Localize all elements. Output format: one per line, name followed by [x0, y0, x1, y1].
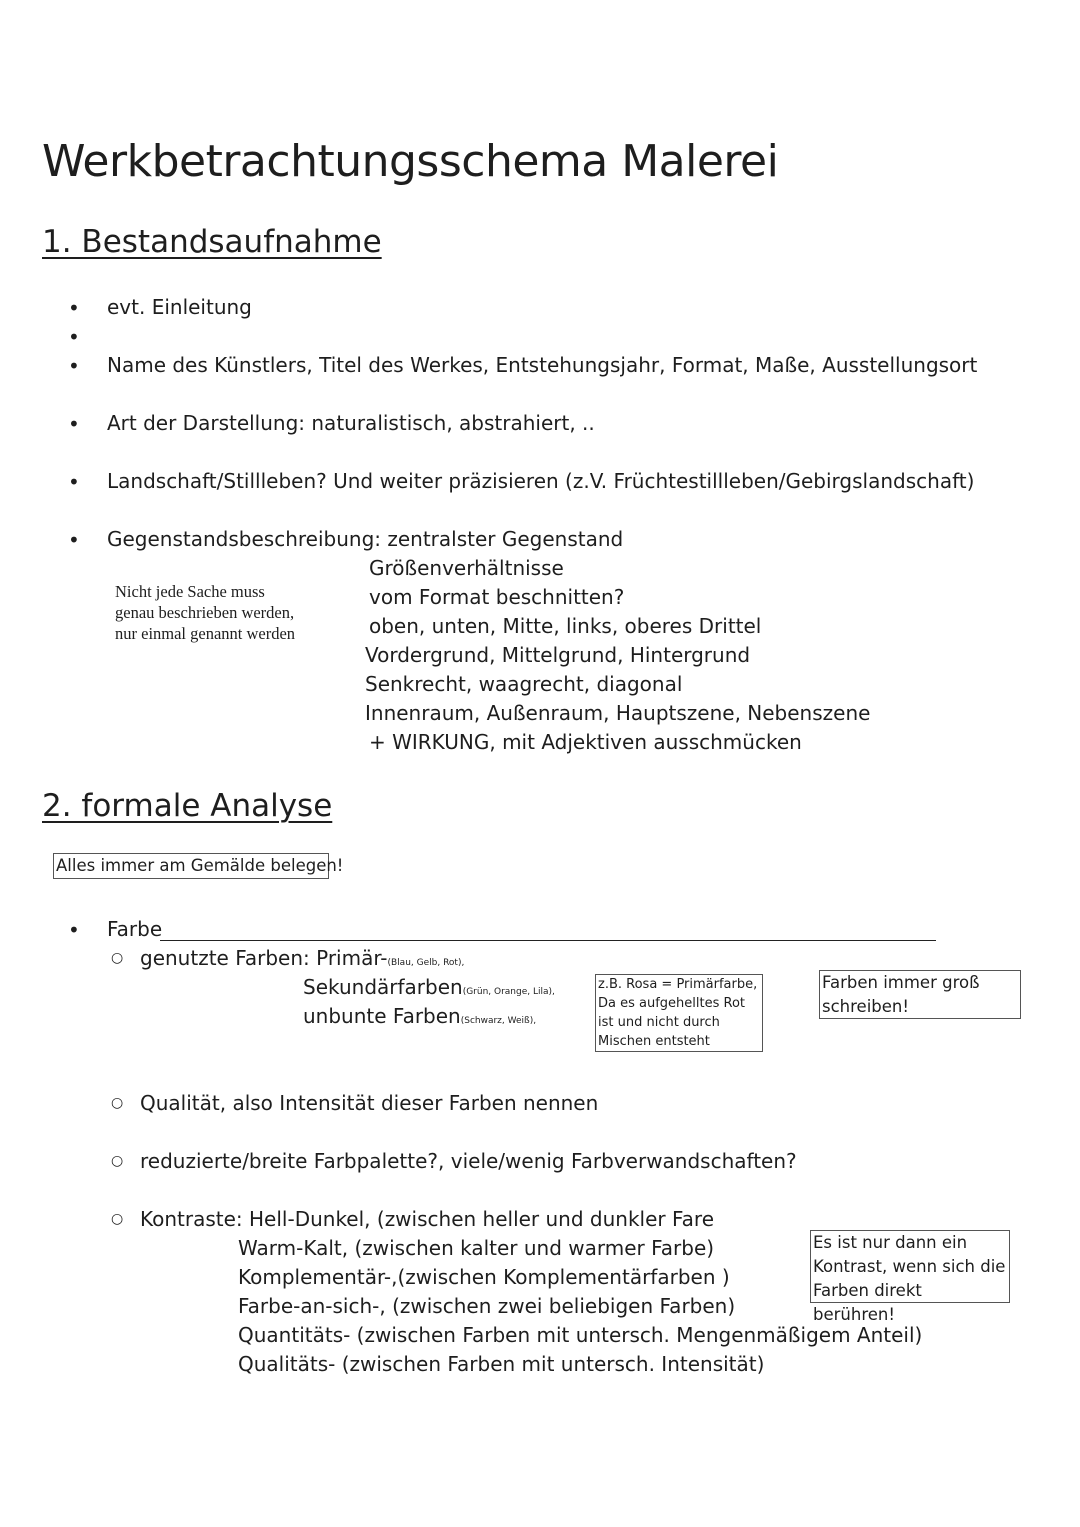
farbe-underline	[160, 940, 936, 941]
primary-colors-note: (Blau, Gelb, Rot),	[387, 958, 465, 968]
description-line: Innenraum, Außenraum, Hauptszene, Nebenszene	[365, 701, 871, 725]
contrasts-intro: Kontraste: Hell-Dunkel, (zwischen heller und dunkler Fare	[140, 1207, 714, 1231]
contrast-item: Farbe-an-sich-, (zwischen zwei beliebigen Farben)	[238, 1294, 736, 1318]
palette-line: reduzierte/breite Farbpalette?, viele/wenig Farbverwandschaften?	[140, 1149, 797, 1173]
farbe-label: Farbe	[107, 917, 163, 941]
secondary-colors-note: (Grün, Orange, Lila),	[462, 987, 555, 997]
page-title: Werkbetrachtungsschema Malerei	[42, 136, 779, 187]
secondary-colors	[303, 975, 555, 999]
circle-bullet-icon: ○	[111, 950, 124, 966]
list-item: evt. Einleitung	[107, 295, 252, 319]
contrast-item: Qualitäts- (zwischen Farben mit untersch. Intensität)	[238, 1352, 765, 1376]
boxed-note-belegen: Alles immer am Gemälde belegen!	[53, 853, 329, 879]
quality-line: Qualität, also Intensität dieser Farben nennen	[140, 1091, 599, 1115]
section-heading-bestandsaufnahme: 1. Bestandsaufnahme	[42, 224, 382, 260]
description-line: Senkrecht, waagrecht, diagonal	[365, 672, 683, 696]
description-line: + WIRKUNG, mit Adjektiven ausschmücken	[369, 730, 802, 754]
circle-bullet-icon: ○	[111, 1211, 124, 1227]
list-item: Gegenstandsbeschreibung: zentralster Gegenstand	[107, 527, 624, 551]
contrast-item: Quantitäts- (zwischen Farben mit untersch. Mengenmäßigem Anteil)	[238, 1323, 923, 1347]
circle-bullet-icon: ○	[111, 1153, 124, 1169]
bullet-icon: •	[68, 354, 80, 378]
bullet-icon: •	[68, 528, 80, 552]
secondary-colors-text: Sekundärfarben	[303, 975, 463, 999]
contrast-item: Warm-Kalt, (zwischen kalter und warmer Farbe)	[238, 1236, 715, 1260]
contrast-item: Komplementär-,(zwischen Komplementärfarben )	[238, 1265, 730, 1289]
description-line: Vordergrund, Mittelgrund, Hintergrund	[365, 643, 751, 667]
section-heading-formale-analyse: 2. formale Analyse	[42, 788, 333, 824]
circle-bullet-icon: ○	[111, 1095, 124, 1111]
description-line: Größenverhältnisse	[369, 556, 564, 580]
bullet-icon: •	[68, 412, 80, 436]
achromatic-colors-note: (Schwarz, Weiß),	[460, 1016, 537, 1026]
caps-note-box: Farben immer groß schreiben!	[819, 970, 1021, 1019]
list-item: Name des Künstlers, Titel des Werkes, Entstehungsjahr, Format, Maße, Ausstellungsort	[107, 353, 978, 377]
bullet-icon: •	[68, 470, 80, 494]
colors-intro-text: genutzte Farben: Primär-	[140, 946, 388, 970]
achromatic-colors-text: unbunte Farben	[303, 1004, 461, 1028]
contrast-note-box: Es ist nur dann ein Kontrast, wenn sich die Farben direkt berühren!	[810, 1230, 1010, 1303]
side-note: Nicht jede Sache muss genau beschrieben werden, nur einmal genannt werden	[115, 582, 296, 643]
bullet-icon: •	[68, 296, 80, 320]
bullet-icon: •	[68, 325, 80, 349]
description-line: oben, unten, Mitte, links, oberes Drittel	[369, 614, 762, 638]
description-line: vom Format beschnitten?	[369, 585, 625, 609]
bullet-icon: •	[68, 918, 80, 942]
achromatic-colors	[303, 1004, 536, 1028]
colors-intro	[140, 946, 464, 970]
rosa-note-box: z.B. Rosa = Primärfarbe, Da es aufgehelltes Rot ist und nicht durch Mischen entsteht	[595, 974, 763, 1052]
list-item: Landschaft/Stillleben? Und weiter präzisieren (z.V. Früchtestillleben/Gebirgslandschaft)	[107, 469, 975, 493]
list-item: Art der Darstellung: naturalistisch, abstrahiert, ..	[107, 411, 595, 435]
